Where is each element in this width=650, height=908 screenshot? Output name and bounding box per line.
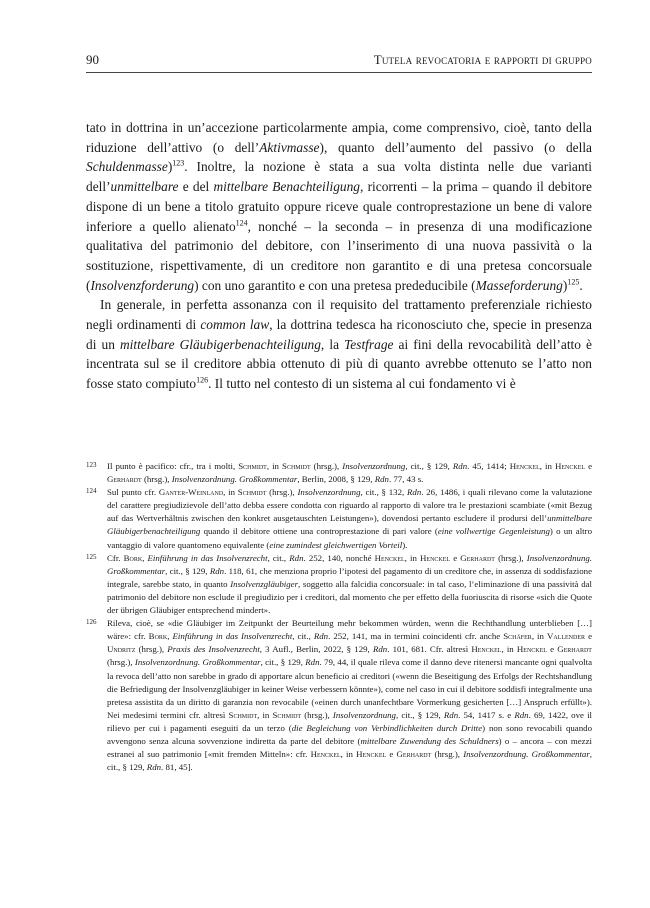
text-run: Rdn [209,565,225,576]
text-run: , in [340,749,357,760]
text-run: Rdn [305,657,320,668]
text-run: Rdn [514,709,529,720]
text-run: . 77, 43 s. [388,474,424,485]
text-run: (hrsg.), [431,749,464,760]
text-run: , cit., § 129, [260,657,306,668]
text-run: , [167,631,173,642]
footnote-text [107,618,592,772]
text-run: ai fini della revocabilità dell’atto è incentrata sul se il creditore abbia ottenuto di più di quanto avrebbe ottenuto se l’atto non fosse stato compiuto [86,336,592,392]
text-run: (hrsg.), [494,552,527,563]
text-run: , in [266,461,283,471]
text-run: . 54, 1417 s. e [458,709,515,720]
text-run: , nonché – la seconda – in presenza di una modificazione qualitativa del patrimonio del debitore, con l’inserimento di una nuova passività o la sostituzione, rispettivamente, di un creditore non garantito e di una pretesa concorsuale ( [86,218,593,293]
text-run: Henckel [516,644,547,655]
text-run: . 101, 681. Cfr. altresì [387,644,472,655]
paragraph [86,118,592,295]
header-rule [86,72,592,73]
text-run: (hrsg.), [266,487,298,498]
text-run: Il punto è pacifico: cfr., tra i molti, [107,461,239,471]
text-run: tato in dottrina in un’accezione particolarmente ampia, come comprensivo, cioè, tanto della riduzione dell’attivo (o dell’ [86,120,592,155]
footnote-number: 124 [86,487,97,496]
text-run: unmittelbare Gläubigerbenachteiligung [107,513,592,537]
text-run: Masseforderung [475,277,563,293]
text-run: Henckel [310,749,341,760]
text-run: In generale, in perfetta assonanza con il requisito del trattamento preferenziale richiesto negli ordinamenti di [86,297,592,333]
text-run: ) [562,277,568,293]
text-run: Rdn [407,487,422,498]
text-run: ) o – ancora – con mezzi estranei al suo patrimonio [«mit fremden Mitteln»: cfr. [107,735,592,760]
text-run: Rdn [452,461,468,471]
text-run: Schuldenmasse [86,159,168,175]
text-run: (hrsg.), [107,657,135,668]
text-run: Undritz [107,644,136,655]
text-run: Cfr. [107,552,124,563]
text-run: mittelbare Benachteiligung [213,179,360,195]
text-run: , cit., § 129, [395,709,444,720]
text-run: e [585,461,593,471]
text-run: Insolvenzgläubiger [230,578,299,589]
text-run: Insolvenzordnung. Großkommentar [463,749,590,760]
text-run: . 45, 1414; [467,461,510,471]
text-run: Henckel [420,552,451,563]
text-run: e del [178,179,214,195]
text-run: Gerhardt [396,749,432,760]
text-run: Gerhardt [557,644,592,655]
text-run: . 118, 61, che menziona proprio l’ipotesi del pagamento di un creditore che, in assenza di soddisfazione integrale, sarebbe stato, in quanto [107,565,592,589]
text-run: Henckel [374,552,405,563]
text-run: Rdn [372,644,388,655]
text-run: ), quanto dell’aumento del passivo (o della [319,139,592,155]
footnote [86,617,592,774]
text-run: ) o un altro vantaggio di valore quantomeno equivalente ( [107,526,592,550]
text-run: Praxis des Insolvenzrecht [167,644,260,655]
text-run: Henckel [356,749,387,760]
text-run: , cit., § 129, [405,461,453,471]
text-run: ) con uno garantito e con una pretesa prededucibile ( [194,277,476,293]
text-run: e [450,552,461,563]
text-run: Rdn [289,552,304,563]
footnote [86,460,592,486]
footnote-ref: 123 [172,158,185,168]
text-run: Bork [123,552,143,563]
text-run: (hrsg.), [135,644,168,655]
text-run: (hrsg.), [301,709,333,720]
text-run: Henckel [554,461,586,471]
text-run: Sul punto cfr. [107,487,159,498]
text-run: Testfrage [344,336,394,352]
text-run: , 3 Aufl., Berlin, 2022, § 129, [259,644,373,655]
text-run: . 26, 1486, i quali rilevano come la valutazione del carattere pregiudizievole dell’atto debba essere condotta con riguardo al rapporto di valore tra le prestazioni scambiate («mit Bezug auf das Wertverhältnis zwischen den konkret ausgetauschten Leistungen»), dovendosi pertanto escludere il prodursi dell’ [107,487,593,524]
text-run: Insolvenzordnung. Großkommentar [134,657,261,668]
text-run: Aktivmasse [259,139,320,155]
text-run: , cit., § 129, [165,565,210,576]
text-run: Schmidt [282,461,311,471]
text-run: eine zumindest gleichwertigen Vorteil [269,539,403,550]
text-run: mittelbare Gläubigerbenachteiligung [119,336,321,352]
text-run: Insolvenzordnung. Großkommentar [171,474,298,485]
footnote-ref: 124 [235,218,248,228]
text-run: , in [257,709,273,720]
text-run: Rdn [374,474,389,485]
text-run: Insolvenzordnung [297,487,361,498]
footnote-text [107,461,592,484]
text-run: Rdn [443,709,459,720]
text-run: , la [320,336,345,352]
footnote [86,486,592,551]
text-run: Einführung in das Insolvenzrecht [147,552,268,563]
text-run: Rdn [313,631,329,642]
text-run: Insolvenzordnung [342,461,406,471]
footnote-number: 123 [86,461,97,469]
text-run: , in [404,552,421,563]
text-run: . Il tutto nel contesto di un sistema al cui fondamento vi è [208,376,516,392]
text-run: e [585,631,592,642]
text-run: Rdn [146,762,162,773]
text-run: Einführung in das Insolvenzrecht [172,631,293,642]
text-run: . 69, 1422, ove il rilievo per cui i pagamenti eseguiti da un terzo ( [107,709,593,733]
footnote-text [107,487,592,549]
text-run: (hrsg.), [310,461,343,471]
text-run: , soggetto alla falcidia concorsuale: in tal caso, l’eliminazione di una passività dal patrimonio del debitore non esclude il pregiudizio per i creditori, dal momento che per effetto della fuoriuscita di risorse «sich die Quote der übrigen Gläubiger entsprechend mindert». [107,578,592,616]
text-run: Henckel [509,461,540,471]
text-run: Schmidt [272,709,302,720]
running-title: Tutela revocatoria e rapporti di gruppo [373,52,592,67]
text-run: (hrsg.), [141,474,172,485]
text-run: Ganter-Weinland [158,487,224,498]
text-run: , cit., § 132, [360,487,407,498]
paragraph [86,295,592,394]
text-run: , cit., [292,631,314,642]
text-run: die Begleichung von Verbindlichkeiten durch Dritte [291,722,483,733]
text-run: , in [531,631,547,642]
text-run: Schmidt [237,487,267,498]
text-run: common law [200,317,270,333]
body-text [86,118,592,394]
text-run: e [546,644,558,655]
text-run: , cit., [267,552,290,563]
footnotes [86,460,592,774]
text-run: e [386,749,397,760]
text-run: Schmidt [238,461,267,471]
text-run: Insolvenzordnung [332,709,396,720]
text-run: , [142,552,148,563]
text-run: ) non sono revocabili quando avvengono senza alcuna sovvenzione indiretta da parte del debitore ( [107,722,592,746]
text-run: eine vollwertige Gegenleistung [437,526,550,537]
text-run: . [579,277,583,293]
text-run: Schmidt [228,709,258,720]
text-run: mittelbare Zuwendung des Schuldners [360,735,499,746]
footnote-number: 126 [86,618,97,627]
text-run: ). [402,539,408,550]
text-run: ) [167,159,173,175]
footnote-ref: 125 [567,277,580,287]
text-run: Rileva, cioè, se «die Gläubiger im Zeitpunkt der Beurteilung mehr bekommen würden, wenn die Rechthandlung unterblieben […] wäre»: cfr. [107,618,592,642]
footnote-ref: 126 [196,375,209,385]
footnote-number: 125 [86,552,97,561]
text-run: Henckel [471,644,502,655]
text-run: Gerhardt [107,474,142,485]
text-run: , la dottrina tedesca ha riconosciuto che, specie in presenza di un [86,317,592,352]
text-run: , in [539,461,555,471]
text-run: Bork [148,631,168,642]
text-run: . 81, 45]. [161,762,193,773]
text-run: Vallender [546,631,586,642]
text-run: . 79, 44, il quale rileva come il danno deve ritenersi mancante ogni qualvolta la revoca dell’atto non sarebbe in grado di apportare alcun beneficio ai creditori («wenn die Beseitigung des Erfolgs der Rechtshandlung die Befriedigung der Insolvenzgläubiger in keiner Weise verbessern könnte»), come nel caso in cui il debitore soddisfi integralmente una pretesa assistita da un diritto di garanzia non revocabile («einen durch unanfechtbare Vormerkung gesicherten […] Anspruch erfüllt»). Nei medesimi termini cfr. altresì [107,657,593,720]
text-run: Gerhardt [460,552,495,563]
text-run: Insolvenzordnung. Großkommentar [107,552,593,576]
page-number: 90 [86,52,99,67]
text-run: , ricorrenti – la prima – quando il debitore dispone di un bene a titolo gratuito oppure riceve quale controprestazione un bene di valore inferiore a quello alienato [86,179,592,234]
text-run: Schäfer [503,631,532,642]
text-run: quando il debitore ottiene una controprestazione di pari valore ( [200,526,438,537]
footnote-text [107,553,592,615]
text-run: . 252, 140, nonché [303,552,375,563]
text-run: Insolvenzforderung [90,277,195,293]
text-run: . Inoltre, la nozione è stata a sua volta distinta nelle due varianti dell’ [86,159,592,195]
text-run: unmittelbare [110,179,179,195]
text-run: , Berlin, 2008, § 129, [297,474,375,485]
text-run: , cit., § 129, [107,749,592,773]
text-run: . 252, 141, ma in termini coincidenti cfr. anche [328,631,504,642]
text-run: , in [501,644,517,655]
footnote [86,552,592,617]
text-run: , in [223,487,238,498]
